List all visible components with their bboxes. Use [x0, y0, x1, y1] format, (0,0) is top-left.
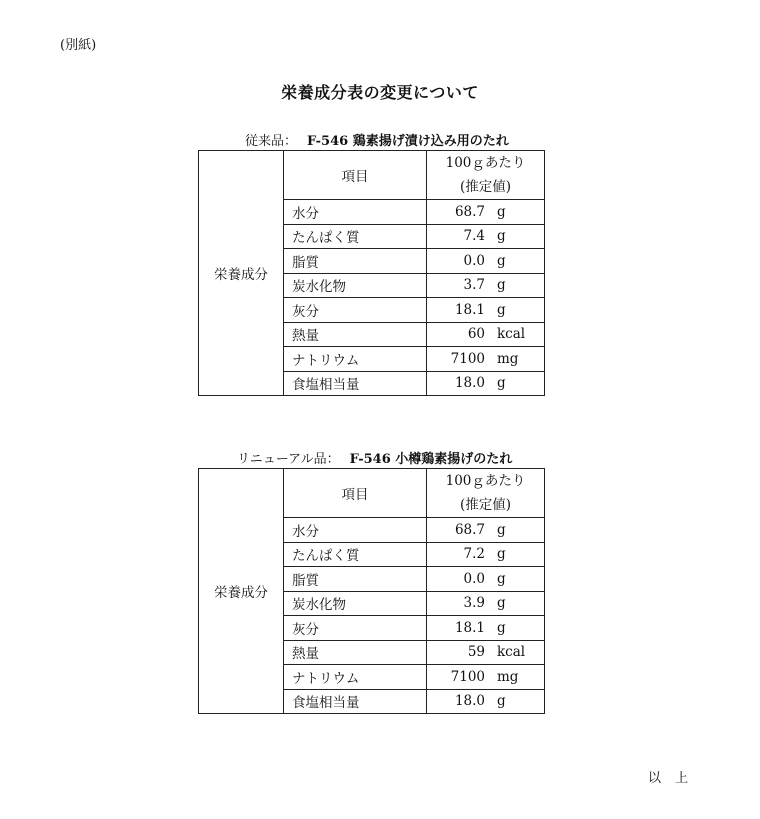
value-number: 3.9 [463, 595, 485, 612]
nutrition-table-renewal [198, 468, 545, 714]
product-name: F-546 鶏素揚げ漬け込み用のたれ [307, 134, 509, 149]
product-label: リニューアル品： [237, 452, 340, 467]
value-cell [427, 322, 545, 347]
value-number: 18.0 [454, 375, 485, 392]
value-unit: g [497, 277, 506, 294]
header-value [427, 151, 545, 200]
header-item: 項目 [284, 151, 427, 200]
item-cell: 熱量 [284, 322, 427, 347]
value-unit: g [497, 595, 506, 612]
item-cell: 脂質 [284, 567, 427, 592]
value-cell [427, 665, 545, 690]
item-cell: たんぱく質 [284, 542, 427, 567]
value-unit: g [497, 619, 506, 636]
value-cell [427, 347, 545, 372]
header-item: 項目 [284, 469, 427, 518]
value-unit: g [497, 693, 506, 710]
category-cell: 栄養成分 [199, 469, 284, 714]
value-unit: kcal [497, 326, 526, 343]
item-cell: 食塩相当量 [284, 371, 427, 396]
header-value-line1: 100ｇあたり [445, 473, 526, 489]
value-number: 68.7 [454, 521, 485, 538]
value-unit: g [497, 301, 506, 318]
closing-text: 以上 [647, 771, 702, 786]
value-unit: g [497, 521, 506, 538]
value-unit: g [497, 570, 506, 587]
value-cell [427, 591, 545, 616]
value-cell [427, 689, 545, 714]
value-cell [427, 518, 545, 543]
value-unit: g [497, 203, 506, 220]
value-cell [427, 640, 545, 665]
nutrition-table-current [198, 150, 545, 396]
value-unit: mg [497, 350, 519, 367]
header-value-line2: (推定値) [459, 497, 512, 513]
value-unit: g [497, 252, 506, 269]
value-cell [427, 298, 545, 323]
value-number: 18.0 [454, 693, 485, 710]
item-cell: 食塩相当量 [284, 689, 427, 714]
attachment-note: (別紙) [60, 38, 97, 53]
product-name: F-546 小樽鶏素揚げのたれ [349, 452, 513, 467]
value-unit: mg [497, 668, 519, 685]
value-number: 7.4 [463, 228, 485, 245]
table-header-row [199, 151, 545, 200]
item-cell: 熱量 [284, 640, 427, 665]
document-title: 栄養成分表の変更について [281, 83, 479, 102]
value-number: 0.0 [463, 570, 485, 587]
value-number: 7.2 [463, 546, 485, 563]
header-value-line1: 100ｇあたり [445, 155, 526, 171]
value-cell [427, 616, 545, 641]
value-number: 7100 [450, 350, 485, 367]
category-cell: 栄養成分 [199, 151, 284, 396]
value-number: 0.0 [463, 252, 485, 269]
item-cell: ナトリウム [284, 347, 427, 372]
item-cell: 炭水化物 [284, 591, 427, 616]
value-number: 7100 [450, 668, 485, 685]
value-number: 59 [467, 644, 485, 661]
value-cell [427, 200, 545, 225]
header-value-line2: (推定値) [459, 179, 512, 195]
value-cell [427, 249, 545, 274]
value-cell [427, 567, 545, 592]
value-cell [427, 542, 545, 567]
table-header-row [199, 469, 545, 518]
product-label: 従来品： [245, 134, 298, 149]
product-line-current [245, 130, 509, 149]
item-cell: 水分 [284, 518, 427, 543]
value-number: 18.1 [454, 301, 485, 318]
value-unit: kcal [497, 644, 526, 661]
value-cell [427, 273, 545, 298]
value-unit: g [497, 375, 506, 392]
item-cell: たんぱく質 [284, 224, 427, 249]
item-cell: 灰分 [284, 298, 427, 323]
item-cell: 炭水化物 [284, 273, 427, 298]
value-number: 18.1 [454, 619, 485, 636]
value-number: 68.7 [454, 203, 485, 220]
item-cell: 水分 [284, 200, 427, 225]
item-cell: 脂質 [284, 249, 427, 274]
value-number: 3.7 [463, 277, 485, 294]
header-value [427, 469, 545, 518]
value-unit: g [497, 228, 506, 245]
value-cell [427, 371, 545, 396]
item-cell: ナトリウム [284, 665, 427, 690]
item-cell: 灰分 [284, 616, 427, 641]
value-cell [427, 224, 545, 249]
value-unit: g [497, 546, 506, 563]
value-number: 60 [467, 326, 485, 343]
product-line-renewal [237, 448, 512, 467]
